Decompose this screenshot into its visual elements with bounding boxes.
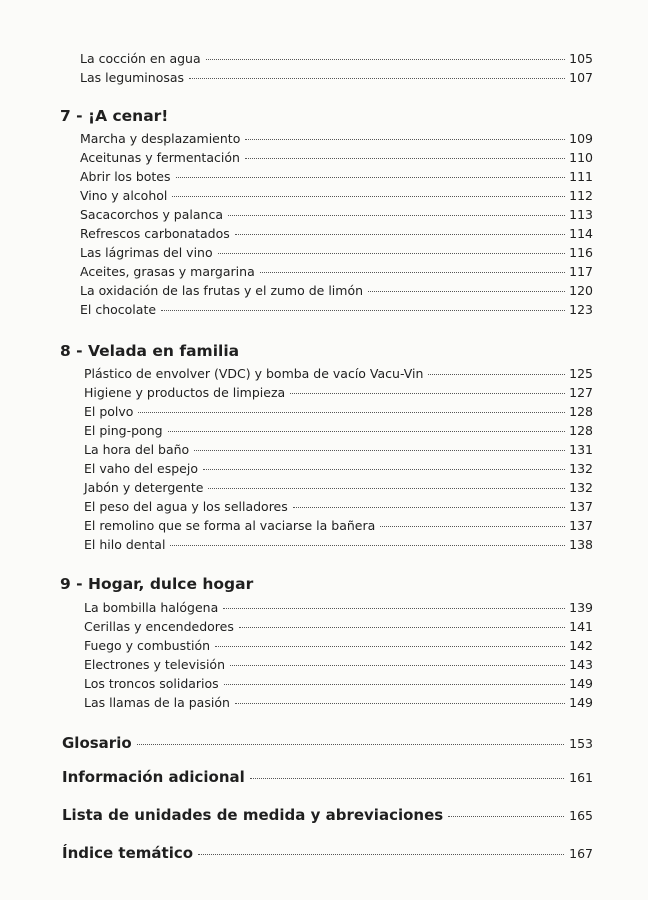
entry-title: Marcha y desplazamiento: [80, 131, 241, 146]
toc-entry[interactable]: [80, 50, 593, 68]
toc-entry[interactable]: [80, 244, 593, 262]
toc-entry[interactable]: [84, 403, 593, 421]
dot-leader: [176, 176, 566, 178]
dot-leader: [208, 487, 565, 489]
section-page: 167: [569, 846, 593, 861]
dot-leader: [245, 138, 565, 140]
dot-leader: [189, 77, 565, 79]
dot-leader: [198, 853, 564, 855]
entry-title: Aceites, grasas y margarina: [80, 264, 255, 279]
entry-title: Las llamas de la pasión: [84, 695, 230, 710]
entry-title: Vino y alcohol: [80, 188, 168, 203]
entry-title: Fuego y combustión: [84, 638, 211, 653]
dot-leader: [290, 392, 565, 394]
entry-page: 116: [569, 245, 593, 260]
toc-section-unidades[interactable]: [62, 805, 593, 826]
toc-section-indice[interactable]: [62, 843, 593, 864]
chapter-heading: 8 - Velada en familia: [60, 342, 240, 360]
entry-page: 109: [569, 131, 593, 146]
entry-title: Las leguminosas: [80, 70, 185, 85]
entry-title: El hilo dental: [84, 537, 166, 552]
entry-title: El chocolate: [80, 302, 157, 317]
entry-page: 149: [569, 676, 593, 691]
toc-entry[interactable]: [84, 384, 593, 402]
toc-entry[interactable]: [84, 637, 593, 655]
dot-leader: [194, 449, 565, 451]
dot-leader: [161, 309, 565, 311]
section-page: 161: [569, 770, 593, 785]
entry-page: 132: [569, 480, 593, 495]
entry-title: Cerillas y encendedores: [84, 619, 234, 634]
entry-title: La bombilla halógena: [84, 600, 219, 615]
entry-page: 142: [569, 638, 593, 653]
dot-leader: [138, 411, 565, 413]
entry-title: La hora del baño: [84, 442, 190, 457]
entry-page: 112: [569, 188, 593, 203]
dot-leader: [245, 157, 565, 159]
dot-leader: [224, 683, 565, 685]
entry-page: 123: [569, 302, 593, 317]
entry-title: El polvo: [84, 404, 134, 419]
dot-leader: [368, 290, 565, 292]
toc-entry[interactable]: [84, 599, 593, 617]
entry-page: 128: [569, 423, 593, 438]
toc-entry[interactable]: [84, 441, 593, 459]
dot-leader: [380, 525, 565, 527]
toc-entry[interactable]: [80, 225, 593, 243]
chapter-heading: 9 - Hogar, dulce hogar: [60, 575, 254, 593]
entry-page: 111: [569, 169, 593, 184]
entry-title: El ping-pong: [84, 423, 163, 438]
dot-leader: [448, 815, 564, 817]
entry-page: 149: [569, 695, 593, 710]
toc-entry[interactable]: [84, 656, 593, 674]
toc-entry[interactable]: [80, 168, 593, 186]
toc-entry[interactable]: [84, 675, 593, 693]
entry-title: La oxidación de las frutas y el zumo de limón: [80, 283, 364, 298]
dot-leader: [228, 214, 565, 216]
entry-title: Electrones y televisión: [84, 657, 225, 672]
entry-title: Sacacorchos y palanca: [80, 207, 223, 222]
toc-entry[interactable]: [84, 536, 593, 554]
entry-title: Abrir los botes: [80, 169, 171, 184]
dot-leader: [235, 702, 565, 704]
dot-leader: [172, 195, 565, 197]
toc-entry[interactable]: [80, 263, 593, 281]
entry-page: 128: [569, 404, 593, 419]
entry-title: Jabón y detergente: [84, 480, 204, 495]
entry-title: Refrescos carbonatados: [80, 226, 230, 241]
section-title: Lista de unidades de medida y abreviaciones: [62, 806, 444, 824]
entry-page: 141: [569, 619, 593, 634]
dot-leader: [428, 373, 565, 375]
toc-entry[interactable]: [84, 479, 593, 497]
toc-entry[interactable]: [84, 460, 593, 478]
toc-entry[interactable]: [80, 187, 593, 205]
entry-page: 110: [569, 150, 593, 165]
entry-page: 113: [569, 207, 593, 222]
dot-leader: [235, 233, 565, 235]
toc-section-informacion[interactable]: [62, 767, 593, 788]
toc-entry[interactable]: [84, 365, 593, 383]
entry-page: 137: [569, 518, 593, 533]
entry-title: Aceitunas y fermentación: [80, 150, 240, 165]
toc-entry[interactable]: [80, 69, 593, 87]
entry-title: El remolino que se forma al vaciarse la bañera: [84, 518, 376, 533]
entry-page: 114: [569, 226, 593, 241]
entry-page: 107: [569, 70, 593, 85]
chapter-heading: 7 - ¡A cenar!: [60, 107, 169, 125]
entry-page: 127: [569, 385, 593, 400]
section-title: Información adicional: [62, 768, 245, 786]
dot-leader: [293, 506, 565, 508]
toc-section-glosario[interactable]: [62, 733, 593, 754]
toc-entry[interactable]: [80, 301, 593, 319]
entry-page: 105: [569, 51, 593, 66]
entry-title: La cocción en agua: [80, 51, 201, 66]
toc-entry[interactable]: [84, 498, 593, 516]
entry-title: Los troncos solidarios: [84, 676, 219, 691]
entry-page: 117: [569, 264, 593, 279]
toc-entry[interactable]: [84, 422, 593, 440]
dot-leader: [215, 645, 565, 647]
entry-page: 125: [569, 366, 593, 381]
section-page: 165: [569, 808, 593, 823]
section-page: 153: [569, 736, 593, 751]
entry-page: 132: [569, 461, 593, 476]
dot-leader: [218, 252, 566, 254]
entry-page: 137: [569, 499, 593, 514]
entry-title: El peso del agua y los selladores: [84, 499, 288, 514]
entry-page: 120: [569, 283, 593, 298]
toc-entry[interactable]: [84, 517, 593, 535]
entry-title: Plástico de envolver (VDC) y bomba de vacío Vacu-Vin: [84, 366, 424, 381]
dot-leader: [223, 607, 565, 609]
dot-leader: [250, 777, 564, 779]
entry-page: 138: [569, 537, 593, 552]
entry-page: 131: [569, 442, 593, 457]
entry-page: 139: [569, 600, 593, 615]
dot-leader: [206, 58, 565, 60]
entry-title: El vaho del espejo: [84, 461, 198, 476]
toc-entry[interactable]: [80, 282, 593, 300]
dot-leader: [168, 430, 566, 432]
dot-leader: [170, 544, 565, 546]
section-title: Índice temático: [62, 844, 194, 862]
entry-page: 143: [569, 657, 593, 672]
dot-leader: [137, 743, 564, 745]
entry-title: Las lágrimas del vino: [80, 245, 213, 260]
toc-entry[interactable]: [80, 206, 593, 224]
toc-entry[interactable]: [80, 130, 593, 148]
toc-entry[interactable]: [80, 149, 593, 167]
dot-leader: [260, 271, 565, 273]
section-title: Glosario: [62, 734, 132, 752]
toc-entry[interactable]: [84, 694, 593, 712]
dot-leader: [230, 664, 565, 666]
entry-title: Higiene y productos de limpieza: [84, 385, 286, 400]
toc-entry[interactable]: [84, 618, 593, 636]
dot-leader: [239, 626, 565, 628]
dot-leader: [203, 468, 565, 470]
